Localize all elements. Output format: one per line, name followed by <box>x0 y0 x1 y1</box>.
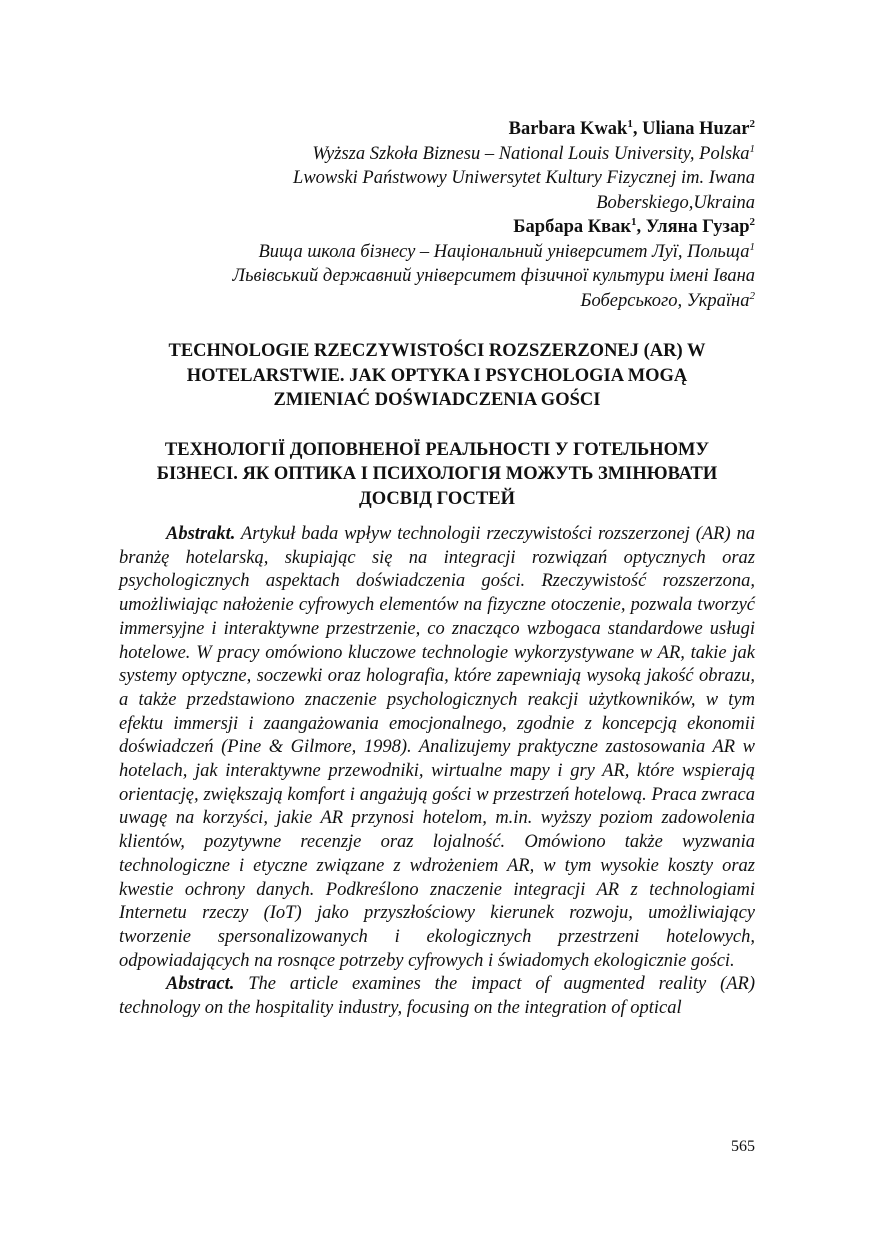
affiliation-ua-3 <box>115 289 755 314</box>
title-pl-line-2: HOTELARSTWIE. JAK OPTYKA I PSYCHOLOGIA MOGĄ <box>186 365 688 386</box>
affiliation-pl-1-text: Wyższa Szkoła Biznesu – National Louis University, Polska <box>312 143 750 164</box>
affiliation-pl-1 <box>115 142 755 167</box>
authors-ukrainian <box>115 215 755 240</box>
title-ua-line-3: ДОСВІД ГОСТЕЙ <box>359 488 515 509</box>
affiliation-ua-2: Львівський державний університет фізичної культури імені Івана <box>232 266 755 286</box>
title-ukrainian <box>119 438 755 512</box>
abstract-pl-label: Abstrakt. <box>166 524 236 544</box>
abstract-pl-text: Artykuł bada wpływ technologii rzeczywistości rozszerzonej (AR) na branżę hotelarską, skupiając się na integracji rozwiązań optycznych oraz psychologicznych aspektach doświadczenia gości. Rzeczywistość rozszerzona, umożliwiając nałożenie cyfrowych elementów na fizyczne otoczenie, pozwala tworzyć immersyjne i interaktywne przestrzenie, co znacząco wzbogaca standardowe usługi hotelowe. W pracy omówiono kluczowe technologie wykorzystywane w AR, takie jak systemy optyczne, soczewki oraz holografia, które zapewniają wysoką jakość obrazu, a także przedstawiono znaczenie psychologicznych reakcji użytkowników, w tym efektu immersji i zaangażowania emocjonalnego, zgodnie z koncepcją ekonomii doświadczeń (Pine & Gilmore, 1998). Analizujemy praktyczne zastosowania AR w hotelach, jak interaktywne przewodniki, wirtualne mapy i gry AR, które wspierają orientację, zwiększają komfort i angażują gości w przestrzeń hotelową. Praca zwraca uwagę na korzyści, jakie AR przynosi hotelom, m.in. wyższy poziom zadowolenia klientów, pozytywne recenzje oraz lojalność. Omówiono także wyzwania technologiczne i etyczne związane z wdrożeniem AR, w tym wysokie koszty oraz kwestie ochrony danych. Podkreślono znaczenie integracji AR z technologiami Internetu rzeczy (IoT) jako przyszłościowy kierunek rozwoju, umożliwiający tworzenie spersonalizowanych i ekologicznych przestrzeni hotelowych, odpowiadających na rosnące potrzeby cyfrowych i świadomych ekologicznie gości. <box>119 524 755 971</box>
title-pl-line-3: ZMIENIAĆ DOŚWIADCZENIA GOŚCI <box>273 390 601 410</box>
affiliation-ua-1-sup: 1 <box>749 240 755 253</box>
abstract-en-text: The article examines the impact of augmented reality (AR) technology on the hospitality industry, focusing on the integration of optical <box>119 974 755 1019</box>
author-names-pl: Barbara Kwak <box>508 119 628 139</box>
author-names-pl-sep: , Uliana Huzar <box>632 119 750 139</box>
authors-polish <box>115 117 755 142</box>
abstract-en-label: Abstract. <box>166 974 235 995</box>
authors-block <box>115 117 755 313</box>
affiliation-ua-1 <box>115 240 755 265</box>
title-ua-line-2: БІЗНЕСІ. ЯК ОПТИКА І ПСИХОЛОГІЯ МОЖУТЬ ЗМІНЮВАТИ <box>156 464 718 484</box>
author-sup-2: 2 <box>749 117 755 130</box>
affiliation-pl-2: Lwowski Państwowy Uniwersytet Kultury Fizycznej im. Iwana <box>293 168 755 188</box>
author-ua-sup-2: 2 <box>749 215 755 228</box>
affiliation-ua-1-text: Вища школа бізнесу – Національний університет Луї, Польща <box>258 241 750 262</box>
abstract-english <box>119 973 755 1020</box>
author-names-ua-sep: , Уляна Гузар <box>636 217 750 237</box>
affiliation-pl-3: Boberskiego,Ukraina <box>596 192 755 213</box>
affiliation-ua-3-sup: 2 <box>749 289 755 302</box>
abstract-polish <box>119 523 755 973</box>
page-number: 565 <box>731 1138 755 1155</box>
author-names-ua: Барбара Квак <box>513 217 632 237</box>
abstracts <box>119 523 755 1021</box>
title-ua-line-1: ТЕХНОЛОГІЇ ДОПОВНЕНОЇ РЕАЛЬНОСТІ У ГОТЕЛЬНОМУ <box>164 439 710 460</box>
affiliation-ua-3-text: Боберського, Україна <box>580 290 750 311</box>
title-polish <box>119 339 755 413</box>
author-ua-sup-1: 1 <box>631 215 637 228</box>
author-sup-1: 1 <box>627 117 633 130</box>
affiliation-pl-1-sup: 1 <box>749 142 755 155</box>
title-pl-line-1: TECHNOLOGIE RZECZYWISTOŚCI ROZSZERZONEJ (AR) W <box>168 341 706 361</box>
titles <box>119 339 755 511</box>
